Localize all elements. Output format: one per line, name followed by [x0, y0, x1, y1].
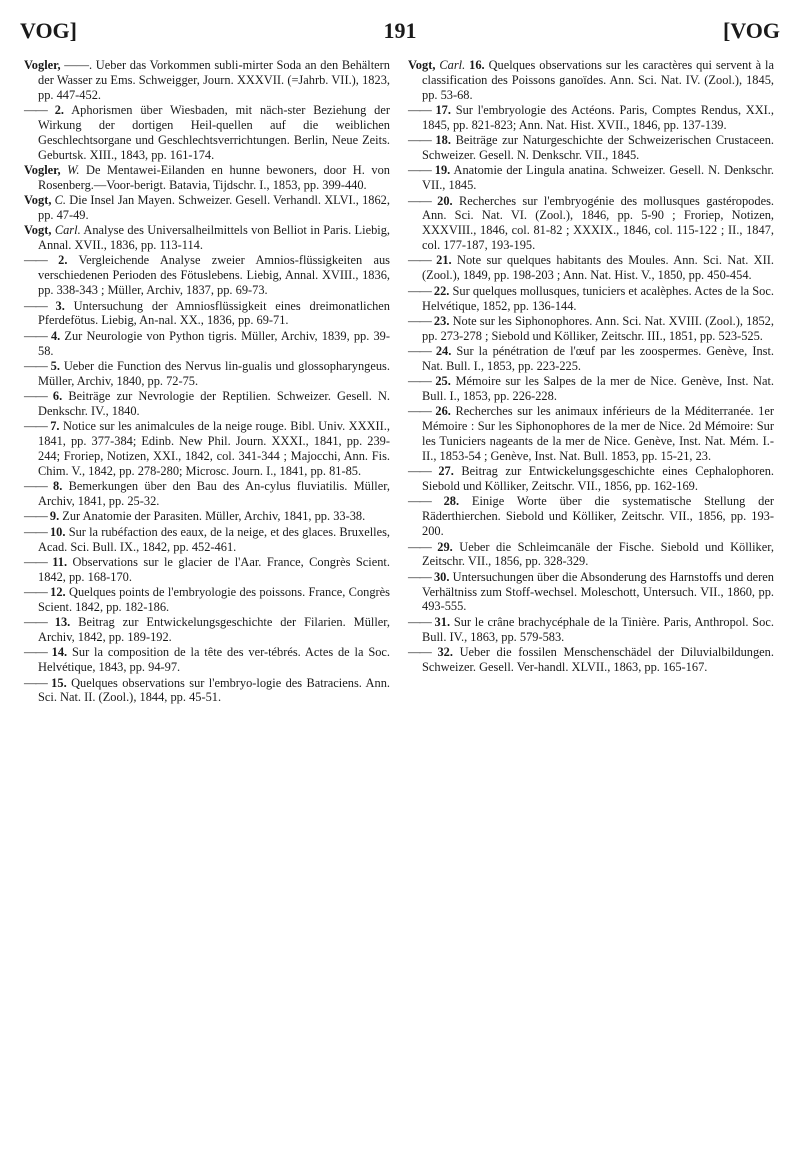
bibliography-entry [408, 404, 774, 463]
bibliography-entry [24, 419, 390, 478]
bibliography-entry [24, 193, 390, 223]
entry-number: 26. [435, 404, 451, 419]
entry-text: Beiträge zur Nevrologie der Reptilien. Schweizer. Gesell. N. Denkschr. IV., 1840. [38, 389, 390, 418]
entry-text: Quelques observations sur les caractères qui servent à la classification des Poissons ganoïdes. Ann. Sci. Nat. IV. (Zool.), 1845, pp. 53-68. [422, 58, 774, 102]
entry-lead: —— [408, 614, 431, 629]
entry-text: Beitrag zur Entwickelungsgeschichte der Filarien. Müller, Archiv, 1842, pp. 189-192. [38, 615, 390, 645]
entry-author: Vogt, [408, 58, 436, 72]
bibliography-entry [24, 509, 390, 524]
entry-text: Sur la pénétration de l'œuf par les zoospermes. Genève, Inst. Nat. Bull. I., 1853, pp. 223-225. [422, 344, 775, 373]
entry-text: Anatomie der Lingula anatina. Schweizer. Gesell. N. Denkschr. VII., 1845. [422, 163, 775, 193]
entry-text: Ueber die Schleimcanäle der Fische. Siebold und Kölliker, Zeitschr. VII., 1856, pp. 328-329. [422, 539, 774, 569]
entry-lead: —— [24, 358, 47, 373]
bibliography-entry [24, 676, 390, 706]
bibliography-entry [408, 58, 774, 103]
entry-number: 28. [443, 494, 460, 509]
entry-lead: —— [24, 615, 47, 630]
entry-number: 24. [435, 344, 452, 359]
header-left: VOG] [20, 18, 77, 43]
bibliography-entry [408, 374, 774, 404]
entry-text: Aphorismen über Wiesbaden, mit näch-ster Beziehung der Wirkung der dortigen Heil-quellen auf die weiblichen Geschlechtsorgane und Geschlechtsverrichtungen. Berlin, Neue Zeits. Geburtsk. XIII., 1843, pp. 161-174. [38, 103, 390, 162]
entry-text: Die Insel Jan Mayen. Schweizer. Gesell. Verhandl. XLVI., 1862, pp. 47-49. [38, 193, 390, 222]
entry-number: 6. [52, 389, 63, 404]
entry-number: 30. [433, 569, 450, 584]
bibliography-entry [408, 615, 774, 645]
header-right: [VOG [723, 18, 780, 43]
entry-number: 31. [434, 614, 451, 629]
entry-number: 18. [435, 133, 451, 148]
entry-number: 25. [435, 374, 451, 389]
entry-lead: —— [408, 313, 431, 328]
entry-lead: —— [24, 103, 47, 118]
bibliography-entry [408, 133, 774, 163]
entry-text: Sur le crâne brachycéphale de la Tinière. Paris, Anthropol. Soc. Bull. IV., 1863, pp. 579-583. [422, 614, 774, 644]
entry-number: 10. [49, 524, 66, 539]
bibliography-entry [408, 540, 774, 570]
entry-text: Analyse des Universalheilmittels von Belliot in Paris. Liebig, Annal. XVII., 1836, pp. 113-114. [38, 223, 391, 253]
entry-lead: C. [54, 193, 67, 208]
entry-lead: —— [24, 509, 47, 524]
entry-lead: —— [24, 253, 47, 268]
bibliography-entry [408, 103, 774, 133]
entry-author: Vogt, [24, 193, 52, 208]
bibliography-entry [408, 253, 774, 283]
bibliography-entry [408, 570, 774, 615]
entry-number: 23. [433, 313, 450, 328]
bibliography-entry [408, 163, 774, 193]
entry-text: Einige Worte über die systematische Stellung der Räderthierchen. Siebold und Kölliker, Zeitschr. VII., 1856, pp. 193-200. [422, 494, 774, 539]
entry-text: Ueber die Function des Nervus lin-gualis und glossopharyngeus. Müller, Archiv, 1840, pp. 72-75. [38, 358, 390, 388]
entry-number: 16. [469, 58, 485, 72]
bibliography-entry [408, 344, 774, 374]
bibliography-entry [24, 359, 390, 389]
entry-text: Untersuchung der Amniosflüssigkeit eines dreimonatlichen Pferdefötus. Liebig, An-nal. XX., 1836, pp. 69-71. [38, 298, 391, 328]
entry-lead: —— [408, 374, 431, 389]
entry-lead: —— [408, 569, 431, 584]
entry-lead: —— [408, 464, 431, 479]
entry-lead: —— [24, 585, 47, 600]
entry-text: Observations sur le glacier de l'Aar. France, Congrès Scient. 1842, pp. 168-170. [38, 554, 390, 584]
entry-number: 12. [50, 585, 66, 600]
entry-number: 2. [58, 253, 68, 268]
bibliography-entry [24, 585, 390, 615]
entry-number: 14. [51, 645, 68, 660]
entry-lead: —— [24, 389, 47, 404]
entry-lead: —— [408, 539, 431, 554]
entry-text: Vergleichende Analyse zweier Amnios-flüssigkeiten aus verschiedenen Perioden des Fötuslebens. Liebig, Annal. XVIII., 1836, pp. 338-343 ; Müller, Archiv, 1837, pp. 69-73. [38, 253, 390, 298]
entry-author: Vogler, [24, 162, 61, 177]
entry-lead: —— [408, 163, 431, 178]
entry-text: Sur quelques mollusques, tuniciers et acalèphes. Actes de la Soc. Helvétique, 1852, pp. 136-144. [422, 283, 774, 313]
entry-text: Recherches sur l'embryogénie des mollusques gastéropodes. Ann. Sci. Nat. VI. (Zool.), 1846, pp. 5-90 ; Froriep, Notizen, XXXVIII., 1846, col. 81-82 ; XXXIX., 1846, col. 115-122 ; II., 1847, col. 177-187, 193-195. [422, 193, 774, 253]
entry-text: Zur Neurologie von Python tigris. Müller, Archiv, 1839, pp. 39-58. [38, 328, 390, 358]
entry-number: 11. [52, 554, 68, 569]
entry-text: ——. Ueber das Vorkommen subli-mirter Soda an den Behältern der Wasser zu Ems. Schweigger, Journ. XXXVII. (=Jahrb. VII.), 1823, pp. 447-452. [38, 58, 390, 102]
entry-number: 4. [50, 328, 61, 343]
entry-lead: —— [24, 675, 47, 690]
entry-lead: Carl. [439, 58, 466, 72]
entry-number: 7. [50, 419, 60, 434]
entry-text: Zur Anatomie der Parasiten. Müller, Archiv, 1841, pp. 33-38. [62, 509, 366, 524]
entry-lead: —— [408, 253, 431, 268]
left-column [24, 58, 390, 706]
entry-number: 20. [437, 193, 453, 208]
bibliography-entry [24, 253, 390, 298]
entry-text: Sur l'embryologie des Actéons. Paris, Comptes Rendus, XXI., 1845, pp. 821-823; Ann. Nat. Hist. XVII., 1846, pp. 137-139. [422, 103, 774, 132]
entry-lead: —— [24, 524, 47, 539]
bibliography-entry [24, 299, 390, 329]
entry-text: Beiträge zur Naturgeschichte der Schweizerischen Crustaceen. Schweizer. Gesell. N. Denkschr. VII., 1845. [422, 133, 774, 163]
bibliography-entry [24, 389, 390, 419]
entry-lead: —— [408, 103, 431, 118]
entry-number: 17. [435, 103, 451, 118]
entry-lead: —— [24, 328, 47, 343]
entry-author: Vogler, [24, 58, 61, 72]
entry-lead: Carl. [54, 223, 81, 238]
entry-number: 9. [49, 509, 60, 524]
entry-text: Notice sur les animalcules de la neige rouge. Bibl. Univ. XXXII., 1841, pp. 377-384; Edinb. New Phil. Journ. XXXI., 1841, pp. 239-244; Froriep, Notizen, XXI., 1842, col. 341-344 ; Majocchi, Ann. Fis. Chim. V., 1842, pp. 278-280; Microsc. Journ. I., 1841, pp. 81-85. [38, 419, 390, 478]
bibliography-entry [24, 479, 390, 509]
entry-number: 13. [54, 615, 71, 630]
entry-lead: —— [24, 479, 47, 494]
entry-author: Vogt, [24, 223, 52, 238]
entry-lead: —— [408, 133, 431, 148]
bibliography-entry [24, 645, 390, 675]
bibliography-entry [408, 194, 774, 253]
entry-lead: —— [408, 404, 431, 419]
entry-text: Quelques points de l'embryologie des poissons. France, Congrès Scient. 1842, pp. 182-186. [38, 585, 390, 614]
entry-number: 2. [54, 103, 64, 118]
entry-lead: —— [24, 554, 47, 569]
entry-text: Sur la composition de la tête des ver-tébrés. Actes de la Soc. Helvétique, 1843, pp. 94-97. [38, 645, 390, 675]
page-number: 191 [383, 18, 417, 43]
entry-lead: —— [408, 344, 431, 359]
entry-lead: W. [67, 162, 80, 177]
entry-text: Quelques observations sur l'embryo-logie des Batraciens. Ann. Sci. Nat. II. (Zool.), 1844, pp. 45-51. [38, 675, 390, 705]
entry-number: 27. [438, 464, 454, 479]
bibliography-entry [24, 525, 390, 555]
entry-number: 5. [50, 358, 60, 373]
entry-lead: —— [408, 193, 431, 208]
right-column [408, 58, 774, 675]
bibliography-entry [24, 163, 390, 193]
entry-number: 32. [437, 644, 453, 659]
entry-lead: —— [408, 494, 431, 509]
entry-text: Note sur les Siphonophores. Ann. Sci. Nat. XVIII. (Zool.), 1852, pp. 273-278 ; Siebold und Kölliker, Zeitschr. III., 1851, pp. 523-525. [422, 313, 774, 343]
entry-text: Sur la rubéfaction des eaux, de la neige, et des glaces. Bruxelles, Acad. Sci. Bull. IX., 1842, pp. 452-461. [38, 524, 390, 554]
entry-number: 21. [436, 253, 452, 268]
entry-text: Mémoire sur les Salpes de la mer de Nice. Genève, Inst. Nat. Bull. I., 1853, pp. 226-228. [422, 374, 774, 404]
entry-lead: —— [24, 645, 47, 660]
entry-number: 29. [437, 539, 453, 554]
bibliography-entry [24, 555, 390, 585]
entry-number: 19. [434, 163, 451, 178]
entry-text: Bemerkungen über den Bau des An-cylus fluviatilis. Müller, Archiv, 1841, pp. 25-32. [38, 479, 390, 508]
entry-text: Untersuchungen über die Absonderung des Harnstoffs und deren Verhältniss zum Stoff-wechsel. Moleschott, Untersuch. VII., 1860, pp. 493-555. [422, 569, 774, 614]
bibliography-entry [24, 615, 390, 645]
bibliography-entry [408, 494, 774, 539]
entry-number: 15. [51, 675, 67, 690]
bibliography-entry [24, 103, 390, 162]
entry-lead: —— [408, 644, 431, 659]
entry-text: De Mentawei-Eilanden en hunne bewoners, door H. von Rosenberg.—Voor-berigt. Batavia, Tijdschr. I., 1853, pp. 399-440. [38, 162, 390, 192]
bibliography-entry [408, 284, 774, 314]
entry-text: Ueber die fossilen Menschenschädel der Diluvialbildungen. Schweizer. Gesell. Ver-handl. XLVII., 1863, pp. 165-167. [422, 644, 774, 674]
entry-lead: —— [408, 283, 431, 298]
entry-number: 22. [433, 283, 450, 298]
entry-number: 8. [53, 479, 63, 494]
bibliography-entry [408, 464, 774, 494]
bibliography-entry [408, 645, 774, 675]
bibliography-entry [24, 58, 390, 103]
entry-text: Note sur quelques habitants des Moules. Ann. Sci. Nat. XII. (Zool.), 1849, pp. 198-203 ; Ann. Nat. Hist. V., 1850, pp. 450-454. [422, 253, 774, 283]
entry-lead: —— [24, 298, 47, 313]
entry-text: Beitrag zur Entwickelungsgeschichte eines Cephalophoren. Siebold und Kölliker, Zeitschr. VII., 1856, pp. 162-169. [422, 464, 774, 494]
entry-text: Recherches sur les animaux inférieurs de la Méditerranée. 1er Mémoire : Sur les Siphonophores de la mer de Nice. 2d Mémoire: Sur les Tuniciers nageants de la mer de Nice. Genève, Inst. Nat. Mém. I.-II., 1853-54 ; Genève, Inst. Nat. Bull. 1853, pp. 15-21, 23. [422, 404, 775, 463]
bibliography-entry [408, 314, 774, 344]
bibliography-entry [24, 329, 390, 359]
entry-lead: —— [24, 419, 47, 434]
entry-number: 3. [55, 298, 65, 313]
bibliography-entry [24, 223, 390, 253]
page-header [20, 18, 780, 44]
